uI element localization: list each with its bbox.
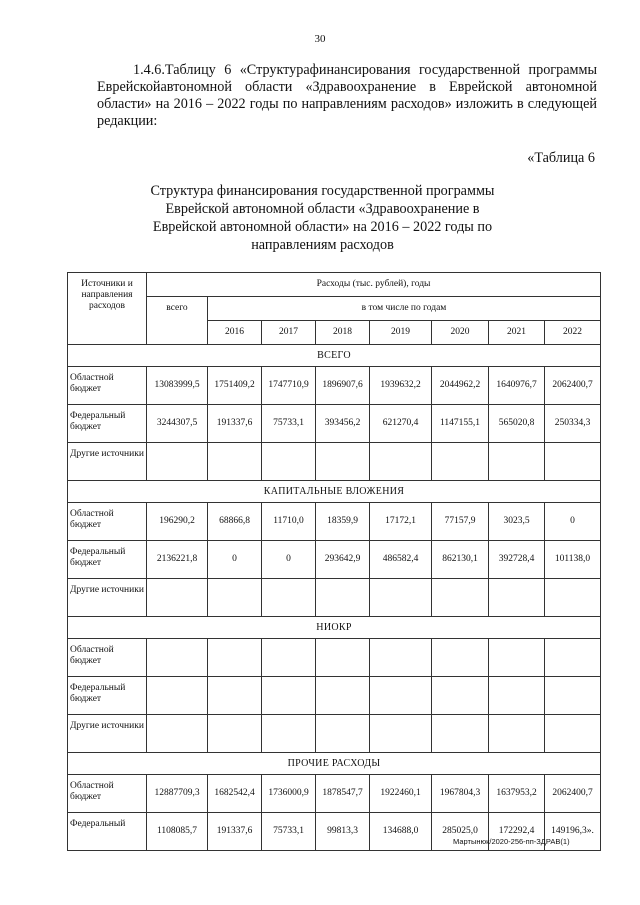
header-year: 2019 <box>370 321 432 345</box>
cell-value <box>545 715 601 753</box>
cell-value: 2062400,7 <box>545 367 601 405</box>
header-year: 2017 <box>262 321 316 345</box>
cell-value: 2062400,7 <box>545 775 601 813</box>
intro-text: 1.4.6.Таблицу 6 «Структурафинансирования государственной программы Еврейскойавтономной области «Здравоохранение в Еврейской автономной области» на 2016 – 2022 годы по направлениям расходов» изложить в следующей редакции: <box>97 62 597 129</box>
row-label: Федеральный бюджет <box>68 677 147 715</box>
cell-value <box>262 579 316 617</box>
cell-value <box>316 579 370 617</box>
table-row <box>68 541 601 579</box>
cell-value <box>489 715 545 753</box>
cell-total: 2136221,8 <box>147 541 208 579</box>
row-label: Другие источники <box>68 443 147 481</box>
table-row <box>68 443 601 481</box>
header-year: 2020 <box>432 321 489 345</box>
cell-value: 99813,3 <box>316 813 370 851</box>
cell-value: 1637953,2 <box>489 775 545 813</box>
cell-value: 486582,4 <box>370 541 432 579</box>
cell-value: 134688,0 <box>370 813 432 851</box>
row-label: Областной бюджет <box>68 367 147 405</box>
cell-value <box>370 579 432 617</box>
cell-value <box>489 443 545 481</box>
cell-value <box>432 715 489 753</box>
section-header-row <box>68 481 601 503</box>
cell-total: 196290,2 <box>147 503 208 541</box>
intro-paragraph <box>97 62 597 130</box>
cell-value: 191337,6 <box>208 405 262 443</box>
row-label: Федеральный бюджет <box>68 405 147 443</box>
cell-value <box>208 443 262 481</box>
cell-value <box>208 715 262 753</box>
cell-value: 191337,6 <box>208 813 262 851</box>
funding-table <box>67 272 601 851</box>
cell-value: 149196,3». <box>545 813 601 851</box>
table-row <box>68 503 601 541</box>
cell-value: 565020,8 <box>489 405 545 443</box>
cell-value: 0 <box>545 503 601 541</box>
cell-total: 1108085,7 <box>147 813 208 851</box>
table-reference: «Таблица 6 <box>527 150 595 166</box>
section-title: НИОКР <box>68 617 601 639</box>
table-row <box>68 639 601 677</box>
cell-value <box>370 715 432 753</box>
cell-value: 1922460,1 <box>370 775 432 813</box>
cell-total <box>147 579 208 617</box>
row-label: Другие источники <box>68 715 147 753</box>
section-title: КАПИТАЛЬНЫЕ ВЛОЖЕНИЯ <box>68 481 601 503</box>
cell-value: 621270,4 <box>370 405 432 443</box>
cell-value: 3023,5 <box>489 503 545 541</box>
cell-value <box>316 677 370 715</box>
page-number: 30 <box>314 33 326 45</box>
cell-value: 862130,1 <box>432 541 489 579</box>
cell-value <box>432 639 489 677</box>
cell-value: 285025,0 <box>432 813 489 851</box>
section-header-row <box>68 345 601 367</box>
header-total: всего <box>147 297 208 345</box>
row-label: Другие источники <box>68 579 147 617</box>
header-by-years: в том числе по годам <box>208 297 601 321</box>
table-row <box>68 775 601 813</box>
cell-value: 75733,1 <box>262 405 316 443</box>
header-year: 2018 <box>316 321 370 345</box>
cell-value <box>489 579 545 617</box>
cell-value <box>316 639 370 677</box>
cell-value <box>262 715 316 753</box>
table-row <box>68 715 601 753</box>
cell-value: 11710,0 <box>262 503 316 541</box>
cell-value: 0 <box>208 541 262 579</box>
cell-value: 1939632,2 <box>370 367 432 405</box>
cell-value: 0 <box>262 541 316 579</box>
cell-value: 2044962,2 <box>432 367 489 405</box>
cell-value: 392728,4 <box>489 541 545 579</box>
table-row <box>68 677 601 715</box>
cell-value <box>432 677 489 715</box>
cell-value <box>262 639 316 677</box>
cell-value <box>208 639 262 677</box>
cell-value <box>489 677 545 715</box>
cell-value: 1147155,1 <box>432 405 489 443</box>
table-title: Структура финансирования государственной программы Еврейской автономной области «Здравоохранение в Еврейской автономной области» на 2016 – 2022 годы по направлениям расходов <box>150 183 495 253</box>
header-year: 2021 <box>489 321 545 345</box>
table-row <box>68 579 601 617</box>
cell-value: 1736000,9 <box>262 775 316 813</box>
cell-value: 1967804,3 <box>432 775 489 813</box>
table-row <box>68 405 601 443</box>
footer-code: Мартынюк/2020-256-пп-ЗДРАВ(1) <box>453 837 570 846</box>
cell-value <box>208 579 262 617</box>
cell-value <box>262 677 316 715</box>
cell-total: 13083999,5 <box>147 367 208 405</box>
header-expenses: Расходы (тыс. рублей), годы <box>147 273 601 297</box>
section-header-row <box>68 617 601 639</box>
cell-value <box>432 579 489 617</box>
cell-value: 1896907,6 <box>316 367 370 405</box>
cell-value <box>316 715 370 753</box>
section-title: ВСЕГО <box>68 345 601 367</box>
cell-value: 293642,9 <box>316 541 370 579</box>
row-label: Областной бюджет <box>68 639 147 677</box>
cell-value: 250334,3 <box>545 405 601 443</box>
cell-value: 1751409,2 <box>208 367 262 405</box>
cell-value: 77157,9 <box>432 503 489 541</box>
cell-value <box>545 677 601 715</box>
cell-total <box>147 443 208 481</box>
section-title: ПРОЧИЕ РАСХОДЫ <box>68 753 601 775</box>
header-year: 2016 <box>208 321 262 345</box>
cell-value: 1747710,9 <box>262 367 316 405</box>
cell-value: 101138,0 <box>545 541 601 579</box>
cell-total: 3244307,5 <box>147 405 208 443</box>
row-label: Федеральный бюджет <box>68 541 147 579</box>
cell-total <box>147 677 208 715</box>
cell-value <box>545 443 601 481</box>
header-year: 2022 <box>545 321 601 345</box>
cell-value: 17172,1 <box>370 503 432 541</box>
row-label: Областной бюджет <box>68 503 147 541</box>
cell-value <box>545 639 601 677</box>
cell-value: 1640976,7 <box>489 367 545 405</box>
cell-value: 68866,8 <box>208 503 262 541</box>
cell-value <box>208 677 262 715</box>
cell-value <box>370 639 432 677</box>
header-sources: Источники и направления расходов <box>68 273 147 345</box>
cell-value: 1682542,4 <box>208 775 262 813</box>
table-row <box>68 367 601 405</box>
cell-value <box>316 443 370 481</box>
cell-value: 1878547,7 <box>316 775 370 813</box>
cell-value <box>489 639 545 677</box>
row-label: Федеральный <box>68 813 147 851</box>
row-label: Областной бюджет <box>68 775 147 813</box>
cell-value: 172292,4 <box>489 813 545 851</box>
cell-total: 12887709,3 <box>147 775 208 813</box>
cell-value: 393456,2 <box>316 405 370 443</box>
cell-total <box>147 639 208 677</box>
cell-value: 18359,9 <box>316 503 370 541</box>
cell-value <box>370 443 432 481</box>
cell-value: 75733,1 <box>262 813 316 851</box>
cell-value <box>370 677 432 715</box>
section-header-row <box>68 753 601 775</box>
cell-value <box>545 579 601 617</box>
cell-total <box>147 715 208 753</box>
cell-value <box>432 443 489 481</box>
cell-value <box>262 443 316 481</box>
